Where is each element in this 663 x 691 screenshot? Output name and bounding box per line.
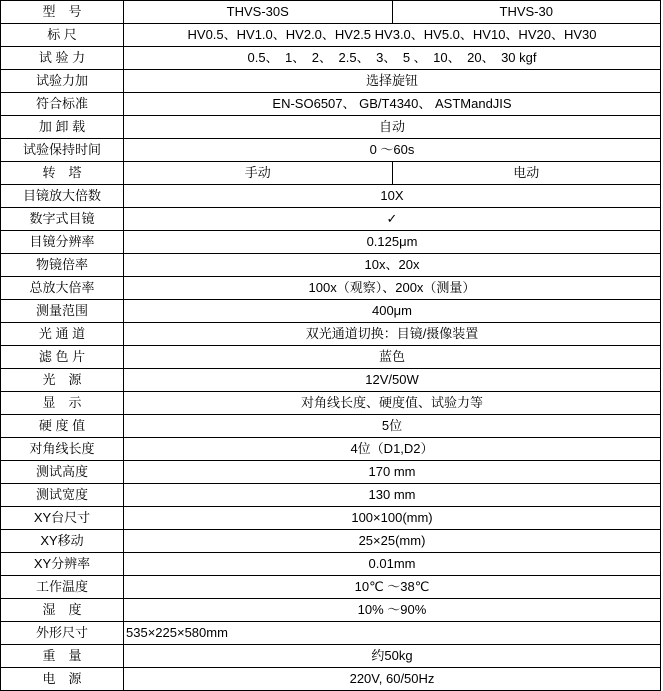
row-value: HV0.5、HV1.0、HV2.0、HV2.5 HV3.0、HV5.0、HV10、HV20、HV30: [124, 24, 661, 47]
row-value: 0 ～60s: [124, 139, 661, 162]
table-row: [1, 116, 661, 139]
table-row: [1, 185, 661, 208]
table-row: [1, 438, 661, 461]
row-value: 约50kg: [124, 645, 661, 668]
row-value: ✓: [124, 208, 661, 231]
row-value: 100×100(mm): [124, 507, 661, 530]
row-value: 蓝色: [124, 346, 661, 369]
row-value: 25×25(mm): [124, 530, 661, 553]
table-row: [1, 93, 661, 116]
table-row: [1, 392, 661, 415]
table-row: [1, 139, 661, 162]
row-value: 0.125μm: [124, 231, 661, 254]
row-label: 目镜放大倍数: [1, 185, 124, 208]
row-label: 数字式目镜: [1, 208, 124, 231]
row-value: 535×225×580mm: [124, 622, 661, 645]
table-row: [1, 645, 661, 668]
row-value: 对角线长度、硬度值、试验力等: [124, 392, 661, 415]
row-value: 10x、20x: [124, 254, 661, 277]
table-row: [1, 461, 661, 484]
row-value: 10% ～90%: [124, 599, 661, 622]
row-value: 5位: [124, 415, 661, 438]
row-label: 试 验 力: [1, 47, 124, 70]
row-label: 目镜分辨率: [1, 231, 124, 254]
row-label: 外形尺寸: [1, 622, 124, 645]
table-row: [1, 369, 661, 392]
row-label: 湿 度: [1, 599, 124, 622]
table-row: [1, 530, 661, 553]
row-label: 显 示: [1, 392, 124, 415]
specification-table-body: [1, 1, 661, 691]
table-row: [1, 415, 661, 438]
table-row: [1, 622, 661, 645]
row-label: 硬 度 值: [1, 415, 124, 438]
row-value: 130 mm: [124, 484, 661, 507]
row-label: 测试高度: [1, 461, 124, 484]
table-row: [1, 24, 661, 47]
row-value: 12V/50W: [124, 369, 661, 392]
table-row: [1, 231, 661, 254]
row-value-left: 手动: [124, 162, 393, 185]
row-label: 试验力加: [1, 70, 124, 93]
row-label: 符合标准: [1, 93, 124, 116]
row-label: XY移动: [1, 530, 124, 553]
row-value-left: THVS-30S: [124, 1, 393, 24]
table-row: [1, 507, 661, 530]
row-label: 光 通 道: [1, 323, 124, 346]
row-value: 10℃ ～38℃: [124, 576, 661, 599]
row-value: 自动: [124, 116, 661, 139]
row-label: 测量范围: [1, 300, 124, 323]
row-label: 试验保持时间: [1, 139, 124, 162]
row-label: 转 塔: [1, 162, 124, 185]
row-value: 220V, 60/50Hz: [124, 668, 661, 691]
table-row: [1, 576, 661, 599]
table-row: [1, 254, 661, 277]
row-value: 0.01mm: [124, 553, 661, 576]
row-value: 双光通道切换：目镜/摄像装置: [124, 323, 661, 346]
row-label: 重 量: [1, 645, 124, 668]
row-label: 滤 色 片: [1, 346, 124, 369]
row-label: 加 卸 载: [1, 116, 124, 139]
table-row: [1, 668, 661, 691]
table-row: [1, 1, 661, 24]
table-row: [1, 323, 661, 346]
row-value: 4位（D1,D2）: [124, 438, 661, 461]
row-value-right: 电动: [392, 162, 661, 185]
row-label: 电 源: [1, 668, 124, 691]
row-value: 170 mm: [124, 461, 661, 484]
row-value: 10X: [124, 185, 661, 208]
table-row: [1, 346, 661, 369]
row-label: XY台尺寸: [1, 507, 124, 530]
table-row: [1, 277, 661, 300]
row-label: 总放大倍率: [1, 277, 124, 300]
table-row: [1, 300, 661, 323]
table-row: [1, 553, 661, 576]
row-label: 标 尺: [1, 24, 124, 47]
row-value: 选择旋钮: [124, 70, 661, 93]
row-value: 100x（观察）、200x（测量）: [124, 277, 661, 300]
table-row: [1, 70, 661, 93]
row-value-right: THVS-30: [392, 1, 661, 24]
table-row: [1, 208, 661, 231]
row-label: 工作温度: [1, 576, 124, 599]
row-label: XY分辨率: [1, 553, 124, 576]
table-row: [1, 47, 661, 70]
row-label: 对角线长度: [1, 438, 124, 461]
row-label: 测试宽度: [1, 484, 124, 507]
row-label: 物镜倍率: [1, 254, 124, 277]
row-label: 型 号: [1, 1, 124, 24]
table-row: [1, 162, 661, 185]
row-value: 0.5、 1、 2、 2.5、 3、 5 、 10、 20、 30 kgf: [124, 47, 661, 70]
row-label: 光 源: [1, 369, 124, 392]
table-row: [1, 484, 661, 507]
row-value: EN-SO6507、 GB/T4340、 ASTMandJIS: [124, 93, 661, 116]
row-value: 400μm: [124, 300, 661, 323]
